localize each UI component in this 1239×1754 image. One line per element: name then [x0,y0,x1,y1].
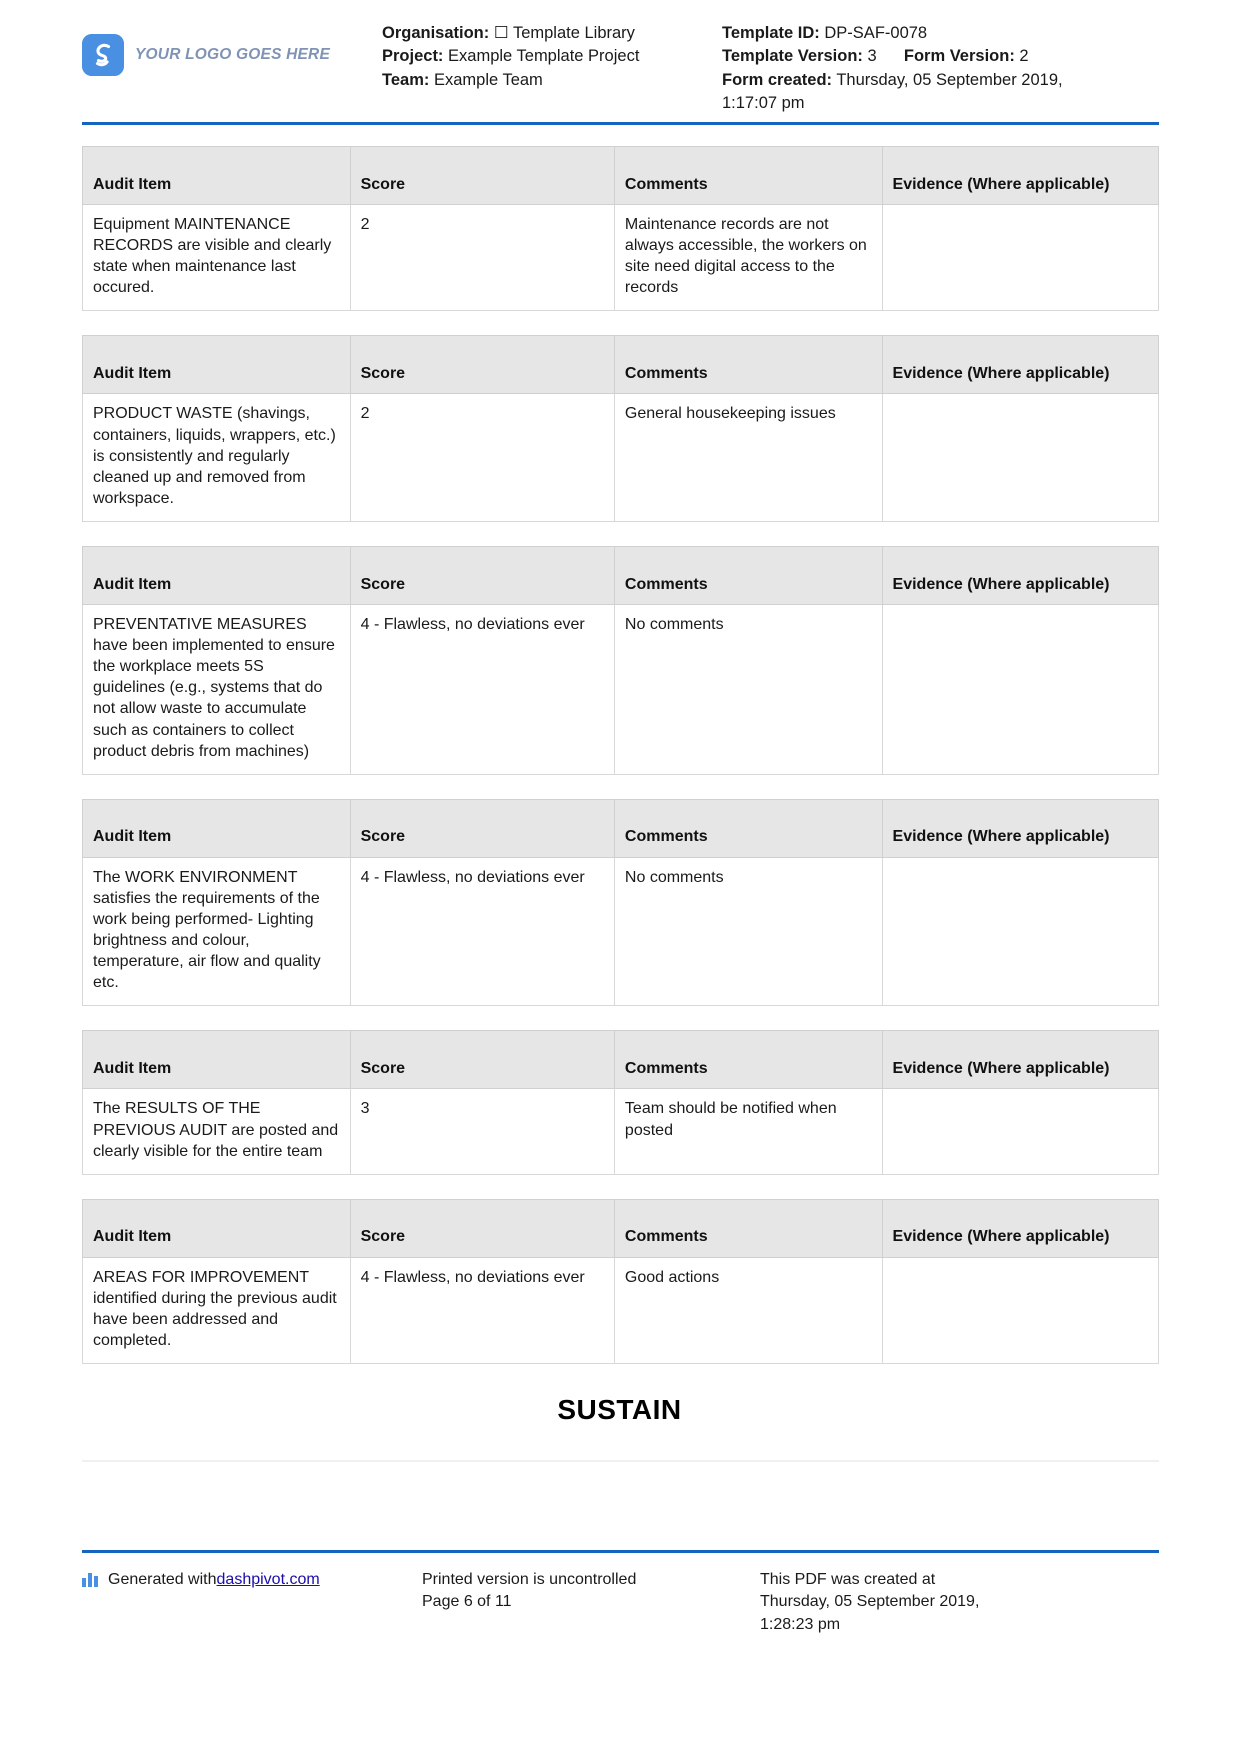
document-header [0,0,1239,120]
cell-evidence [882,205,1158,311]
cell-audit-item: PREVENTATIVE MEASURES have been implemented to ensure the workplace meets 5S guidelines (e.g., systems that do not allow waste to accumulate such as containers to collect product debris from machines) [83,604,351,774]
column-header-evidence: Evidence (Where applicable) [882,147,1158,205]
template-version-label: Template Version: [722,47,863,66]
logo-text: YOUR LOGO GOES HERE [135,46,330,63]
column-header-audit-item: Audit Item [83,1031,351,1089]
project-value: Example Template Project [448,47,640,66]
table-header-row [83,546,1159,604]
column-header-comments: Comments [614,546,882,604]
table-header-row [83,336,1159,394]
template-id-label: Template ID: [722,24,820,42]
organisation-label: Organisation: [382,24,490,42]
pdf-created-label: This PDF was created at [760,1570,936,1588]
page-number: Page 6 of 11 [422,1593,512,1611]
form-version-label: Form Version: [903,47,1015,66]
column-header-audit-item: Audit Item [83,799,351,857]
cell-comments: Team should be notified when posted [614,1089,882,1174]
column-header-evidence: Evidence (Where applicable) [882,1199,1158,1257]
audit-table [82,1199,1159,1364]
pdf-created-date: Thursday, 05 September 2019, [760,1593,980,1611]
cell-evidence [882,604,1158,774]
table-row [83,857,1159,1006]
column-header-comments: Comments [614,336,882,394]
organisation-row [382,22,722,45]
column-header-evidence: Evidence (Where applicable) [882,336,1158,394]
table-row [83,604,1159,774]
column-header-evidence: Evidence (Where applicable) [882,546,1158,604]
column-header-audit-item: Audit Item [83,147,351,205]
audit-tables [0,146,1239,1364]
column-header-score: Score [350,546,614,604]
column-header-score: Score [350,147,614,205]
cell-score: 2 [350,394,614,522]
cell-evidence [882,857,1158,1006]
team-value: Example Team [433,70,543,89]
cell-audit-item: PRODUCT WASTE (shavings, containers, liquids, wrappers, etc.) is consistently and regularly cleaned up and removed from workspace. [83,394,351,522]
column-header-evidence: Evidence (Where applicable) [882,1031,1158,1089]
document-footer [0,1550,1239,1636]
column-header-evidence: Evidence (Where applicable) [882,799,1158,857]
generated-with-label: Generated with [108,1570,217,1588]
column-header-audit-item: Audit Item [83,546,351,604]
cell-audit-item: The RESULTS OF THE PREVIOUS AUDIT are posted and clearly visible for the entire team [83,1089,351,1174]
column-header-score: Score [350,1199,614,1257]
header-divider [82,122,1159,125]
form-created-time-row: 1:17:07 pm [722,94,805,113]
project-label: Project: [382,47,444,66]
bar-chart-icon [82,1572,100,1587]
footer-generated-block [82,1569,422,1636]
column-header-score: Score [350,799,614,857]
cell-audit-item: The WORK ENVIRONMENT satisfies the requirements of the work being performed- Lighting brightness and colour, temperature, air flow and quality etc. [83,857,351,1006]
project-row [382,45,722,68]
printed-notice: Printed version is uncontrolled [422,1570,637,1588]
company-logo-icon [82,34,124,76]
table-row [83,205,1159,311]
cell-score: 4 - Flawless, no deviations ever [350,604,614,774]
table-header-row [83,1199,1159,1257]
cell-evidence [882,394,1158,522]
section-divider [82,1460,1159,1462]
cell-evidence [882,1257,1158,1363]
header-meta-left [382,22,722,92]
audit-table [82,1030,1159,1174]
audit-table [82,546,1159,775]
cell-comments: No comments [614,857,882,1006]
section-title: SUSTAIN [557,1394,682,1426]
template-id-value: DP-SAF-0078 [824,24,928,42]
form-created-row [722,69,1159,92]
cell-comments: Maintenance records are not always accessible, the workers on site need digital access to the records [614,205,882,311]
team-row [382,69,722,92]
column-header-audit-item: Audit Item [83,1199,351,1257]
cell-comments: No comments [614,604,882,774]
cell-score: 2 [350,205,614,311]
cell-score: 4 - Flawless, no deviations ever [350,857,614,1006]
audit-table [82,335,1159,522]
cell-comments: General housekeeping issues [614,394,882,522]
column-header-comments: Comments [614,147,882,205]
form-created-label: Form created: [722,70,833,89]
template-id-row [722,22,1159,45]
column-header-comments: Comments [614,799,882,857]
footer-created-block [760,1569,1159,1636]
pdf-created-time: 1:28:23 pm [760,1615,841,1633]
table-row [83,394,1159,522]
column-header-score: Score [350,1031,614,1089]
footer-print-block [422,1569,760,1636]
organisation-value: ☐ Template Library [493,24,635,42]
table-row [83,1257,1159,1363]
column-header-comments: Comments [614,1199,882,1257]
column-header-audit-item: Audit Item [83,336,351,394]
template-version-value: 3 [867,47,877,66]
cell-score: 3 [350,1089,614,1174]
table-row [83,1089,1159,1174]
dashpivot-link[interactable]: dashpivot.com [216,1570,320,1588]
cell-audit-item: Equipment MAINTENANCE RECORDS are visible and clearly state when maintenance last occured. [83,205,351,311]
cell-audit-item: AREAS FOR IMPROVEMENT identified during the previous audit have been addressed and completed. [83,1257,351,1363]
column-header-comments: Comments [614,1031,882,1089]
form-version-value: 2 [1019,47,1029,66]
audit-table [82,146,1159,311]
cell-comments: Good actions [614,1257,882,1363]
version-row [722,45,1159,68]
table-header-row [83,147,1159,205]
cell-evidence [882,1089,1158,1174]
cell-score: 4 - Flawless, no deviations ever [350,1257,614,1363]
column-header-score: Score [350,336,614,394]
team-label: Team: [382,70,430,89]
table-header-row [83,799,1159,857]
header-meta-right [722,22,1159,116]
form-created-value: Thursday, 05 September 2019, [836,70,1063,89]
footer-divider [82,1550,1159,1553]
audit-table [82,799,1159,1007]
logo-block [82,22,382,76]
table-header-row [83,1031,1159,1089]
